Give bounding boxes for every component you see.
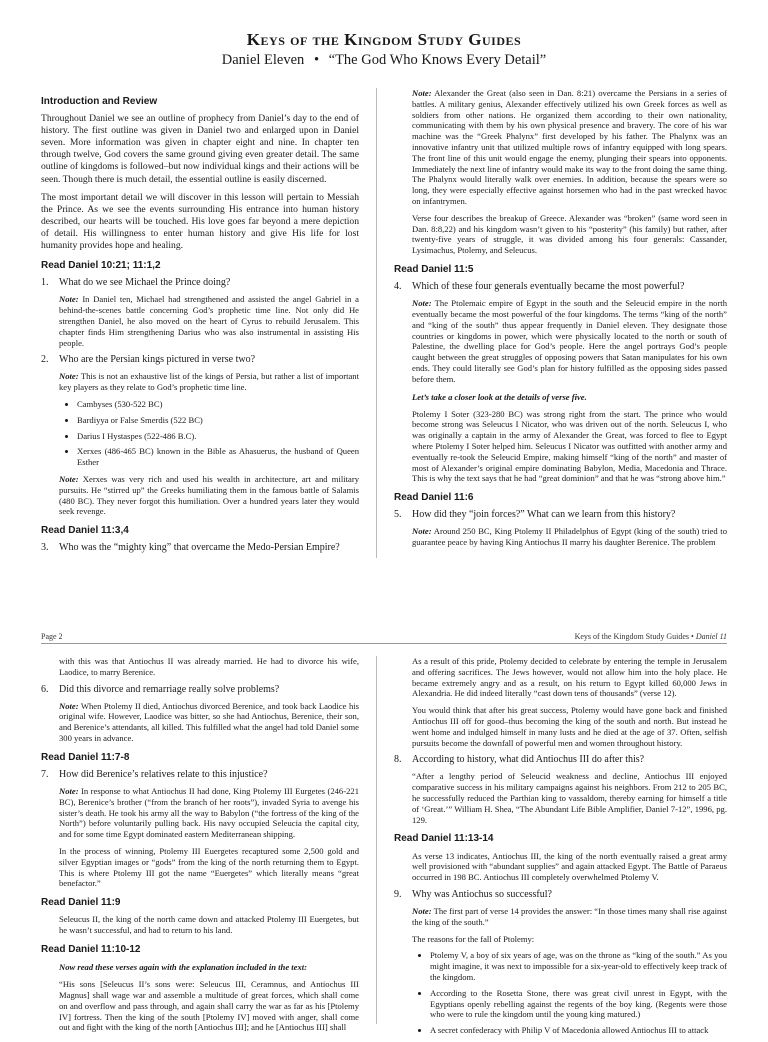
- question-number: 2.: [41, 354, 49, 366]
- list-item: • Darius I Hystaspes (522-486 B.C).: [77, 431, 359, 442]
- body-paragraph: As verse 13 indicates, Antiochus III, the king of the north eventually raised a great army well provisioned with “abundant supplies” and again attacked Egypt. The Battle of Paraeus occurred in 198 BC. Antiochus III completely overwhelmed Ptolemy V.: [412, 850, 727, 883]
- question-3: [41, 542, 359, 554]
- note: [394, 906, 727, 928]
- question-text: Did this divorce and remarriage really solve problems?: [59, 683, 280, 695]
- reading-heading: Read Daniel 11:6: [394, 492, 474, 504]
- question-number: 6.: [41, 683, 49, 695]
- page-number: Page 2: [41, 632, 63, 641]
- intro-paragraph: The most important detail we will discover in this lesson will pertain to Messiah the Prince. As we see the events surrounding His entrance into human history described, our hearts will be touched. His love goes far beyond a mere depiction of detail. His willingness to enter human history and give His life for lost humanity provides hope and healing.: [41, 191, 359, 252]
- body-paragraph: You would think that after his great success, Ptolemy would have gone back and finished Antiochus III off for good–thus becoming the king of the south and north. But instead he went home and indulged himself in many lusts and he died at the age of 37. Often, selfish pursuits become the downfall of powerful men and women throughout history.: [412, 705, 727, 748]
- reading-heading: Read Daniel 10:21; 11:1,2: [41, 260, 161, 272]
- column-divider: [376, 88, 377, 558]
- list-item: • According to the Rosetta Stone, there was great civil unrest in Egypt, with the Egyptians openly rebelling against the regents of the boy king. (Regents were those who were to rule the kingdom until the young king matured.): [430, 988, 727, 1020]
- question-5: [394, 509, 727, 521]
- question-9: [394, 889, 727, 901]
- note-label: Note:: [59, 786, 79, 797]
- quotation: “After a lengthy period of Seleucid weakness and decline, Antiochus III enjoyed comparative success in his military campaigns against his neighbors. From 212 to 205 BC, he successfully reduced the Parthian king to vassaldom, thereby earning for himself a title of ‘Great.’” William H. Shea, “The Abundant Life Bible Amplifier, Daniel 7-12”, 1996, pg. 129.: [412, 771, 727, 825]
- note-text: The first part of verse 14 provides the answer: “In those times many shall rise against the king of the south.”: [412, 906, 727, 927]
- note-label: Note:: [412, 88, 432, 98]
- page-two-left-column: [41, 656, 359, 1039]
- reading-heading: Read Daniel 11:7-8: [41, 751, 130, 763]
- note: [41, 701, 359, 744]
- reading-heading: Read Daniel 11:9: [41, 897, 121, 909]
- note-label: Note:: [412, 906, 432, 917]
- note-label: Note:: [412, 526, 432, 537]
- note: [41, 474, 359, 517]
- running-title: [575, 632, 727, 641]
- question-text: How did Berenice’s relatives relate to this injustice?: [59, 768, 268, 780]
- question-text: What do we see Michael the Prince doing?: [59, 277, 231, 289]
- note-text: Xerxes was very rich and used his wealth in architecture, art and military pursuits. He “stirred up” the Greeks humiliating them in the famous battle of Salamis (480 BC). They never forgot this humiliation. Over a hundred years later they would seek revenge.: [59, 473, 359, 517]
- question-1: [41, 277, 359, 289]
- column-divider: [376, 656, 377, 1024]
- note: [41, 294, 359, 348]
- question-number: 7.: [41, 768, 49, 780]
- question-6: [41, 684, 359, 696]
- body-paragraph: Verse four describes the breakup of Greece. Alexander was “broken” (same word seen in Dan. 8:8,22) and his kingdom wasn’t given to his “posterity” (his family) but rather, after twenty-five years of struggle, it was divided among his four generals: Cassander, Lysimachus, Ptolemy, and Seleucus.: [412, 212, 727, 256]
- question-7: [41, 769, 359, 781]
- note-text: When Ptolemy II died, Antiochus divorced Berenice, and took back Laodice his original wife. However, Laodice was bitter, so she had Antiochus, Berenice, their son, and Berenice’s attendants, all killed. This fulfilled what the angel had told Daniel some 300 years in advance.: [59, 700, 359, 744]
- question-number: 9.: [394, 888, 402, 900]
- question-2: [41, 354, 359, 366]
- page-one-left-column: [41, 96, 359, 559]
- question-number: 3.: [41, 542, 49, 554]
- intro-heading: Introduction and Review: [41, 96, 158, 107]
- note-text: In response to what Antiochus II had done, King Ptolemy III Eurgetes (246-221 BC), Berenice’s brother (“from the branch of her roots”), invaded Syria to avenge his sister’s death. He took his army all the way to Babylon (“the fortress of the king of the North”) before voluntarily pulling back. His navy occupied Seleucia the capital city, and for some time Egypt dominated eastern Mediterranean shipping.: [59, 786, 359, 840]
- body-paragraph: “His sons [Seleucus II’s sons were: Seleucus III, Ceramnus, and Antiochus III Magnus] shall wage war and assemble a multitude of great forces, which shall come on and overflow and pass through, and again shall carry the war as far as his [Ptolemy IV] fortress. Then the king of the south [Ptolemy IV] moved with anger, shall come out and fight with the king of the north [Antiochus III]; and he [Antiochus III] shall: [59, 979, 359, 1033]
- running-title-chapter: Daniel 11: [695, 632, 727, 641]
- list-item: • Bardiyya or False Smerdis (522 BC): [77, 415, 359, 426]
- note-text: This is not an exhaustive list of the kings of Persia, but rather a list of important key players as they relate to God’s prophetic time line.: [59, 371, 359, 393]
- persian-kings-list: [41, 399, 359, 468]
- question-text: How did they “join forces?” What can we learn from this history?: [412, 509, 676, 521]
- question-number: 8.: [394, 754, 402, 766]
- reading-heading: Read Daniel 11:13-14: [394, 833, 494, 845]
- document-header: [0, 0, 768, 69]
- note: [394, 526, 727, 548]
- question-text: Who was the “mighty king” that overcame the Medo-Persian Empire?: [59, 542, 340, 554]
- body-paragraph: The reasons for the fall of Ptolemy:: [412, 933, 535, 944]
- page-gap: [0, 620, 768, 630]
- list-item: • Ptolemy V, a boy of six years of age, was on the throne as “king of the south.” As you might imagine, it was next to impossible for a six-year-old to effectively keep track of the kingdom.: [430, 950, 727, 982]
- question-text: According to history, what did Antiochus III do after this?: [412, 754, 645, 766]
- page-two: [0, 630, 768, 1036]
- question-text: Which of these four generals eventually became the most powerful?: [412, 281, 685, 293]
- question-number: 5.: [394, 509, 402, 521]
- question-text: Who are the Persian kings pictured in verse two?: [59, 354, 256, 366]
- running-title-text: Keys of the Kingdom Study Guides •: [574, 632, 696, 641]
- note: [41, 371, 359, 393]
- body-paragraph: As a result of this pride, Ptolemy decided to celebrate by entering the temple in Jerusalem and offering sacrifices. The Jews however, would not allow him into the holy place. He became extremely angry and as a result, on his return to Egypt killed 60,000 Jews in Alexandria. He did indeed literally “cast down tens of thousands” (verse 12).: [412, 656, 727, 699]
- body-paragraph: Ptolemy I Soter (323-280 BC) was strong right from the start. The prince who would become strong was Seleucus I Nicator, who was driven out of the north. Seleucus I, who was originally a captain in the army of Alexander the Great, was forced to flee to Egypt where Ptolemy I Soter helped him. Seleucus I Nicator was outfitted with another army and eventually re-took the Seleucid Empire, making himself “king of the north” and master of most of Alexander’s original empire dominating Babylon, Media, Macedonia and Thrace. This is why the text says that he had “great dominion” and that he was “strong above him.”: [412, 408, 727, 484]
- subtitle-separator: •: [313, 52, 320, 68]
- note-text: The Ptolemaic empire of Egypt in the south and the Seleucid empire in the north eventually became the most powerful of the four kingdoms. The terms “king of the north” and “king of the south” thus appear frequently in Daniel eleven. They designate those countries or kingdoms in power, which were physically located to the north or south of Palestine, the dwelling place for God’s people. Here the angel portrays God’s people caught between the great struggles of opposing powers that Satan manipulates for his own ends. They could literally see God’s plan for history fulfilled as the opposing sides passed before them.: [412, 298, 727, 384]
- note: [394, 298, 727, 384]
- lead-in: Let’s take a closer look at the details of verse five.: [412, 391, 587, 402]
- body-paragraph: with this was that Antiochus II was already married. He had to divorce his wife, Laodice, to marry Berenice.: [59, 656, 359, 677]
- note-text: In Daniel ten, Michael had strengthened and assisted the angel Gabriel in a behind-the-scenes battle concerning God’s prophetic time line. Not only did He strengthen Daniel, he also moved on the heart of Cyrus to rebuild Jerusalem. This chapter finds Him strengthening Darius who was also instrumental in assisting His people.: [59, 294, 359, 348]
- reading-heading: Read Daniel 11:10-12: [41, 943, 141, 955]
- question-4: [394, 281, 727, 293]
- document-subtitle: [0, 52, 768, 69]
- intro-paragraph: Throughout Daniel we see an outline of prophecy from Daniel’s day to the end of history. The first outline was given in Daniel two and enlarged upon in Daniel seven. More information was given in chapter eight and nine. In chapter ten through twelve, God covers the same ground giving even greater detail. The same outline of kingdoms is followed–but now individual kings and their actions will be seen. Though there is much detail, the essential outline is easily discerned.: [41, 113, 359, 185]
- running-header: [41, 632, 727, 644]
- body-paragraph: Seleucus II, the king of the north came down and attacked Ptolemy III Euergetes, but he wasn’t successful, and had to return to his land.: [59, 914, 359, 936]
- list-item: • Xerxes (486-465 BC) known in the Bible as Ahasuerus, the husband of Queen Esther: [77, 446, 359, 468]
- subtitle-book: Daniel Eleven: [221, 52, 305, 68]
- question-number: 4.: [394, 281, 402, 293]
- body-paragraph: In the process of winning, Ptolemy III Euergetes recaptured some 2,500 gold and silver Egyptian images or “gods” from the king of the north returning them to Egypt. This is where Ptolemy III got the name “Euergetes” which literally means “great benefactor.”: [59, 846, 359, 889]
- page-one-right-column: [394, 88, 727, 554]
- subtitle-theme: “The God Who Knows Every Detail”: [328, 52, 547, 68]
- note-label: Note:: [412, 298, 432, 309]
- list-item: • Cambyses (530-522 BC): [77, 399, 359, 410]
- page-two-right-column: [394, 656, 727, 1042]
- question-text: Why was Antiochus so successful?: [412, 888, 552, 900]
- question-number: 1.: [41, 277, 49, 289]
- note-text: Around 250 BC, King Ptolemy II Philadelphus of Egypt (king of the south) tried to guarantee peace by having King Antiochus II marry his daughter Berenice. The problem: [412, 526, 727, 548]
- note-label: Note:: [59, 700, 79, 711]
- lead-in: Now read these verses again with the explanation included in the text:: [59, 962, 308, 973]
- note: [41, 786, 359, 840]
- note-label: Note:: [59, 294, 79, 305]
- document-title: Keys of the Kingdom Study Guides: [246, 30, 522, 49]
- reading-heading: Read Daniel 11:3,4: [41, 525, 129, 537]
- note-label: Note:: [59, 371, 79, 382]
- list-item: • A secret confederacy with Philip V of Macedonia allowed Antiochus III to attack: [430, 1025, 727, 1036]
- question-8: [394, 754, 727, 766]
- note-label: Note:: [59, 473, 79, 484]
- note-text: Alexander the Great (also seen in Dan. 8:21) overcame the Persians in a series of battles. A military genius, Alexander effectively utilized his own Greek forces as well as soldiers from other nations. He organized them according to their own nationality, communicating with them by his own physical presence and bravery. The core of his war machine was the “Greek Phalynx” first developed by his father. The Phalynx was an innovative infantry unit that utilized multiple rows of infantry equipped with long spears. The front line of this unit would engage the enemy, plunging their spears into opponents. Immediately the next line of infantry would make its way to the front doing the same thing. The Phalynx would literally walk over enemies. In addition, because the spears were so long, they were especially effective against horsemen who had in the past wrecked havoc on infantrymen.: [412, 88, 727, 206]
- reading-heading: Read Daniel 11:5: [394, 263, 474, 275]
- note: [394, 88, 727, 207]
- reasons-list: [394, 950, 727, 1036]
